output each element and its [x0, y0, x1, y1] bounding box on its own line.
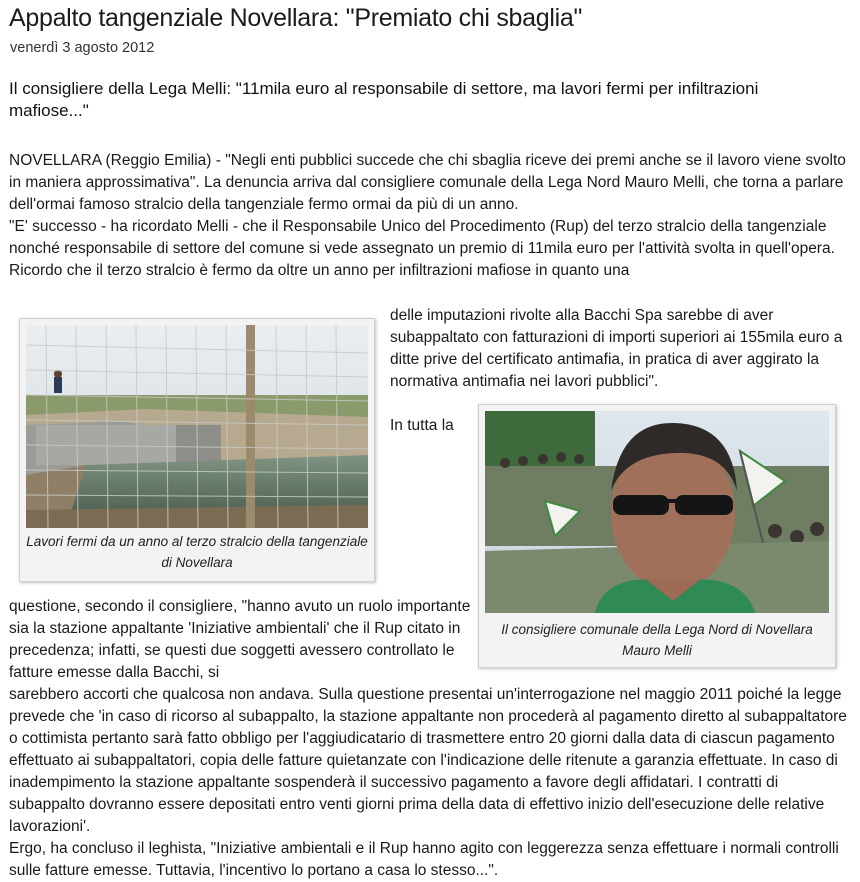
lead-text-a: - "Negli enti pubblici succede che chi sbaglia riceve dei premi anche se il lavoro viene svolto in maniera approssimativa". La denuncia arriva dal consigliere comunale della Lega Nord	[9, 152, 846, 191]
article-date: venerdì 3 agosto 2012	[10, 40, 155, 56]
interrogazione-text: sarebbero accorti che qualcosa non andava. Sulla questione presentai un'interrogazione nel maggio 2011 poiché la legge prevede che 'in caso di ricorso al subappalto, la stazione appaltante non procederà al pagamento diretto al subappaltatore o cottimista pertanto sarà fatto obbligo per l'aggiudicatario di trasmettere entro 20 giorni dalla data di ciascun pagamento effettuato ai subappaltatori, copia delle fatture quietanzate con l'indicazione delle ritenute a garanzia effettuate. In caso di inadempimento la stazione appaltante sospenderà il successivo pagamento a favore degli affidatari. I contratti di subappalto dovranno essere depositati entro venti giorni prima della data di effettivo inizio dell'esecuzione delle relative lavorazioni'.	[9, 686, 847, 835]
figure-caption: Il consigliere comunale della Lega Nord di Novellara Mauro Melli	[501, 622, 813, 658]
article-subtitle: Il consigliere della Lega Melli: "11mila euro al responsabile di settore, ma lavori fermi per infiltrazioni mafiose..."	[9, 79, 759, 120]
paragraph-fragment: In tutta la	[390, 417, 454, 434]
construction-site-photo	[26, 325, 368, 528]
lead-text-c: "E' successo - ha ricordato Melli - che il Responsabile Unico del Procedimento (Rup) del terzo stralcio della tangenziale nonché responsabile di settore del comune si vede assegnato un premio di 11mila euro per l'attività svolta in quell'opera. Ricordo che il terzo stralcio è fermo da oltre un anno per infiltrazioni mafiose in quanto una	[9, 218, 835, 279]
person-name: Mauro Melli	[624, 174, 705, 191]
portrait-photo	[485, 411, 829, 613]
figure-caption: Lavori fermi da un anno al terzo stralcio della tangenziale di Novellara	[26, 534, 368, 570]
article-headline: Appalto tangenziale Novellara: "Premiato chi sbaglia"	[9, 4, 583, 32]
conclusion-text: Ergo, ha concluso il leghista, "Iniziative ambientali e il Rup hanno agito con leggerezza senza effettuare i normali controlli sulle fatture emesse. Tuttavia, l'incentivo lo portano a casa lo stesso...".	[9, 840, 839, 879]
figure-construction-site	[19, 318, 375, 582]
figure-portrait	[478, 404, 836, 668]
paragraph-questione: questione, secondo il consigliere, "hanno avuto un ruolo importante sia la stazione appaltante 'Iniziative ambientali' che il Rup citato in precedenza; infatti, se questi due soggetti avessero controllato le fatture emesse dalla Bacchi, si	[9, 598, 471, 681]
paragraph-interrogazione	[9, 684, 851, 882]
paragraph-imputazioni: delle imputazioni rivolte alla Bacchi Spa sarebbe di aver subappaltato con fatturazioni di importi superiori ai 155mila euro a ditte prive del certificato antimafia, in pratica di aver aggirato la normativa antimafia nei lavori pubblici".	[390, 307, 843, 390]
lead-paragraph	[9, 150, 849, 282]
dateline: NOVELLARA (Reggio Emilia)	[9, 152, 212, 169]
lead-text-b: , che torna a parlare dell'ormai famoso stralcio della tangenziale fermo ormai da più di un anno.	[9, 174, 844, 213]
